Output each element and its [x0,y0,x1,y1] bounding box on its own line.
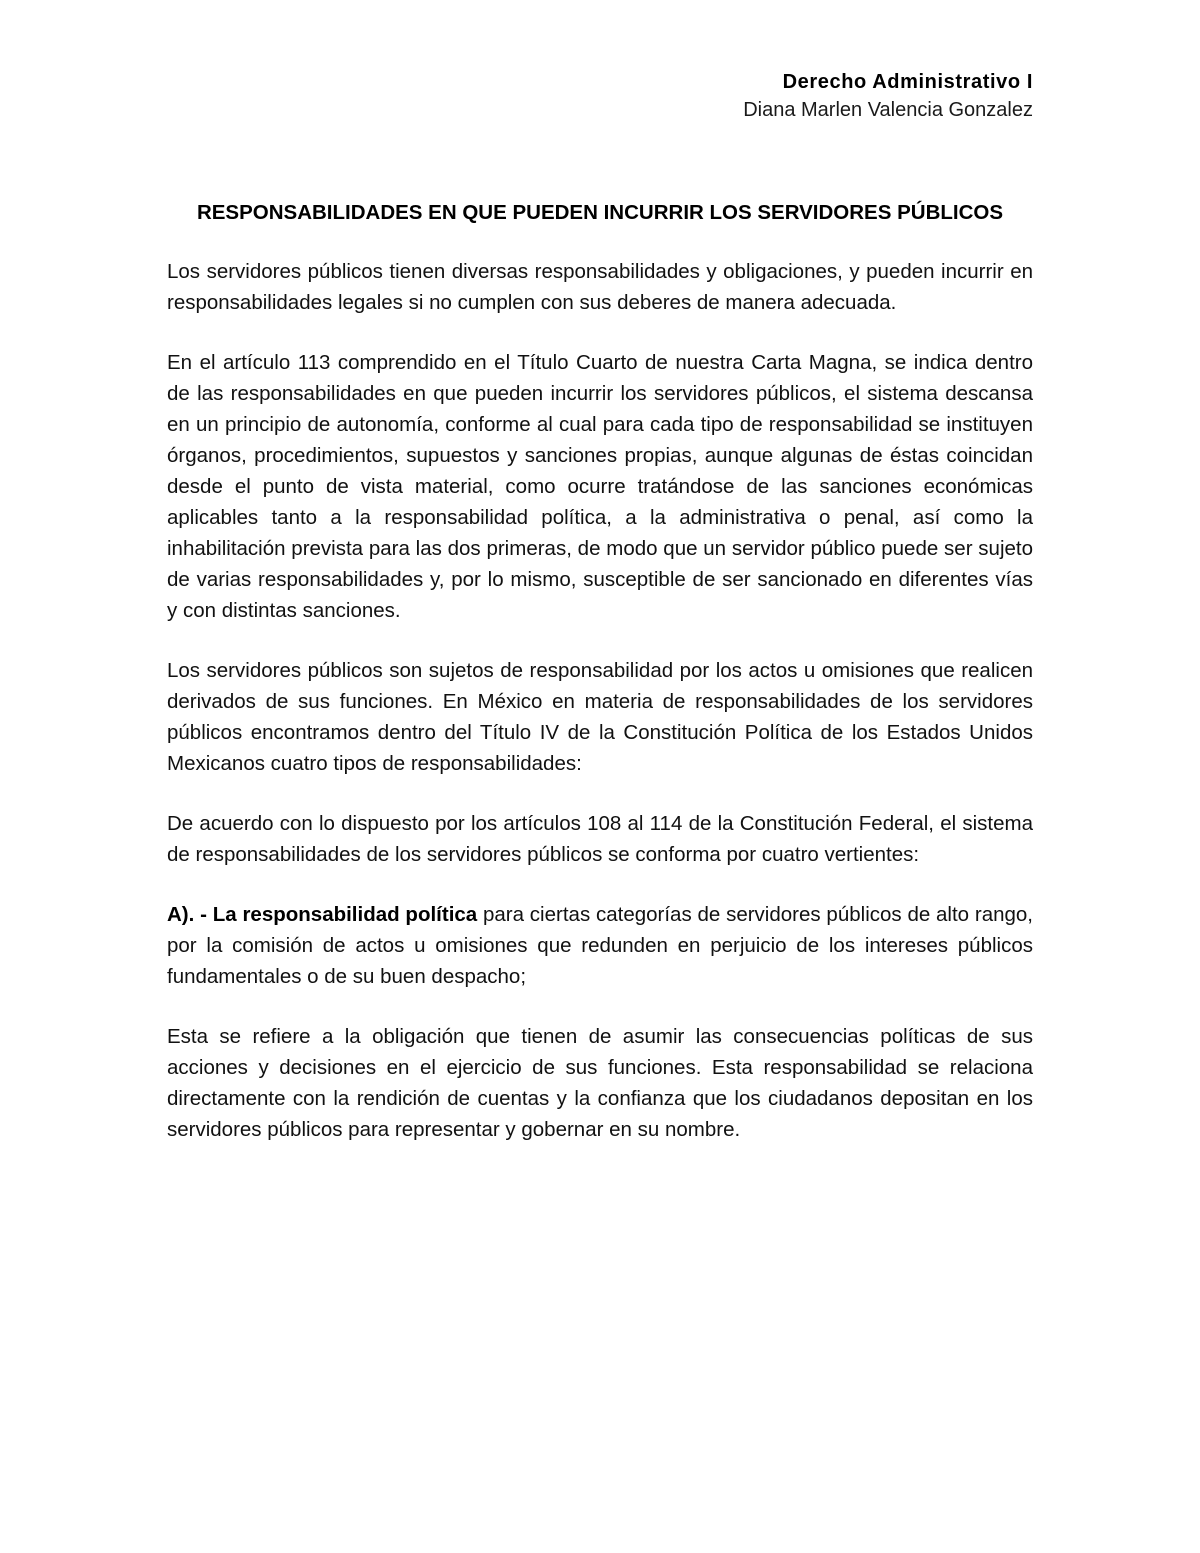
political-responsibility-label: A). - La responsabilidad política [167,903,478,926]
page-header [743,68,1033,124]
paragraph-political-explanation: Esta se refiere a la obligación que tienen de asumir las consecuencias políticas de sus acciones y decisiones en el ejercicio de sus funciones. Esta responsabilidad se relaciona directamente con la rendición de cuentas y la confianza que los ciudadanos depositan en los servidores públicos para representar y gobernar en su nombre. [167,1025,1033,1141]
political-responsibility-text: para ciertas categorías de servidores públicos de alto rango, por la comisión de actos u omisiones que redunden en perjuicio de los intereses públicos fundamentales o de su buen despacho; [167,903,1033,988]
course-name: Derecho Administrativo I [782,71,1033,93]
author-name: Diana Marlen Valencia Gonzalez [743,99,1033,121]
document-body [167,198,1033,1174]
paragraph-subjects: Los servidores públicos son sujetos de responsabilidad por los actos u omisiones que realicen derivados de sus funciones. En México en materia de responsabilidades de los servidores públicos encontramos dentro del Título IV de la Constitución Política de los Estados Unidos Mexicanos cuatro tipos de responsabilidades: [167,659,1033,775]
paragraph-article-113: En el artículo 113 comprendido en el Título Cuarto de nuestra Carta Magna, se indica dentro de las responsabilidades en que pueden incurrir los servidores públicos, el sistema descansa en un principio de autonomía, conforme al cual para cada tipo de responsabilidad se instituyen órganos, procedimientos, supuestos y sanciones propias, aunque algunas de éstas coincidan desde el punto de vista material, como ocurre tratándose de las sanciones económicas aplicables tanto a la responsabilidad política, a la administrativa o penal, así como la inhabilitación prevista para las dos primeras, de modo que un servidor público puede ser sujeto de varias responsabilidades y, por lo mismo, susceptible de ser sancionado en diferentes vías y con distintas sanciones. [167,351,1033,622]
paragraph-articles-108-114: De acuerdo con lo dispuesto por los artículos 108 al 114 de la Constitución Federal, el sistema de responsabilidades de los servidores públicos se conforma por cuatro vertientes: [167,812,1033,866]
document-title: RESPONSABILIDADES EN QUE PUEDEN INCURRIR LOS SERVIDORES PÚBLICOS [196,201,1004,224]
paragraph-intro: Los servidores públicos tienen diversas responsabilidades y obligaciones, y pueden incurrir en responsabilidades legales si no cumplen con sus deberes de manera adecuada. [167,260,1033,314]
paragraph-political-responsibility [167,899,1033,992]
